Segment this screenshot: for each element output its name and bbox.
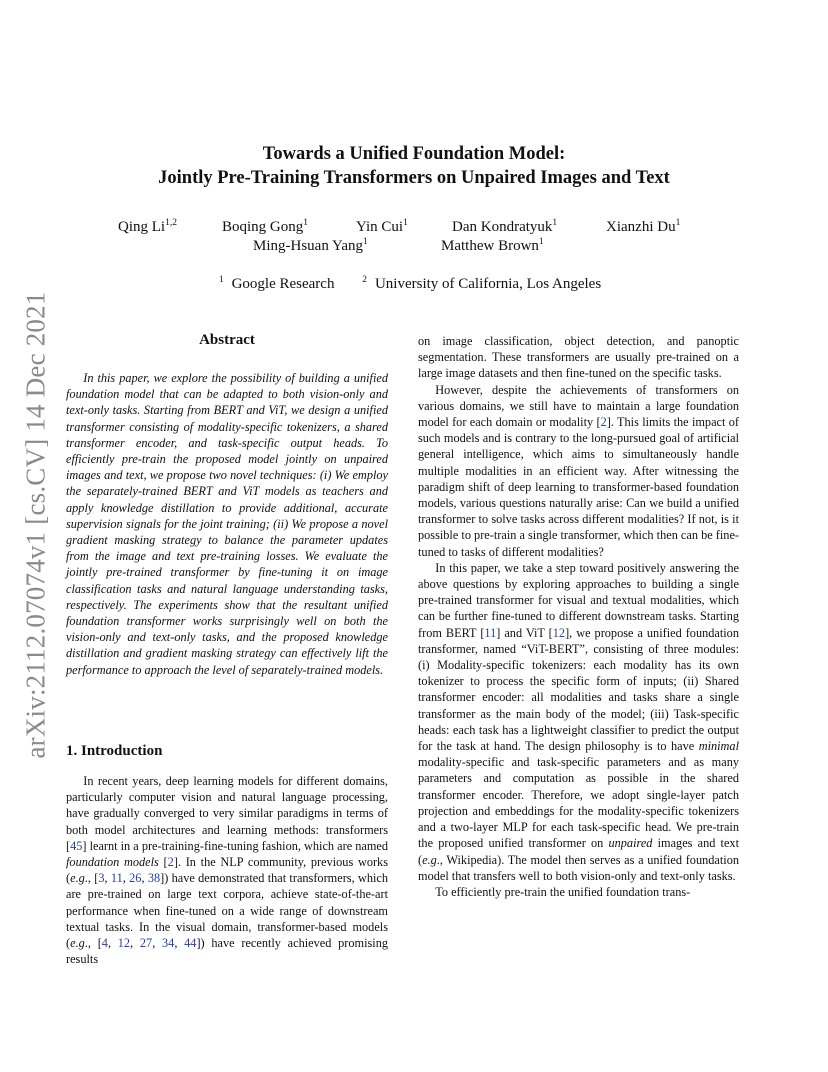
citation-link[interactable]: 44 bbox=[184, 936, 197, 951]
author: Dan Kondratyuk$^1$ bbox=[452, 218, 558, 235]
arxiv-identifier-stamp[interactable] bbox=[12, 290, 60, 760]
abstract-heading: Abstract bbox=[199, 332, 255, 348]
intro-paragraph-2: However, despite the achievements of transformers on various domains, we still have to maintain a large foundation model for each domain or modality [2]. This limits the impact of such models and is contrary to the long-pursued goal of artificial general intelligence, which aims to simultaneously handle multiple modalities in an efficient way. After witnessing the paradigm shift of deep learning to transformer-based foundation models, various questions naturally arise: Can we build a unified transformer to solve tasks across different modalities? If not, is it possible to pre-train a single transformer, which then can be fine-tuned to tasks of different modalities? bbox=[418, 382, 739, 559]
author-list bbox=[100, 218, 728, 256]
citation-link[interactable]: 11 bbox=[110, 871, 123, 886]
affiliation: $^2$ University of California, Los Angeles bbox=[362, 275, 602, 292]
title-line-2: Jointly Pre-Training Transformers on Unpaired Images and Text bbox=[158, 168, 670, 188]
author: Matthew Brown$^1$ bbox=[441, 237, 544, 254]
intro-paragraph-1: In recent years, deep learning models for different domains, particularly computer vision and natural language processing, have gradually converged to very similar paradigms in terms of both model architectures and learning methods: transformers [45] learnt in a pre-training-fine-tuning fashion, which are named foundation models [2]. In the NLP community, previous works (e.g., [3, 11, 26, 38]) have demonstrated that transformers, which are pre-trained on large text corpora, achieve state-of-the-art performance when fine-tuned on a wide range of downstream textual tasks. In the visual domain, transformer-based models (e.g., [4, 12, 27, 34, 44]) have recently achieved promising results bbox=[66, 774, 389, 967]
citation-link[interactable]: 12 bbox=[117, 936, 131, 951]
citation-link[interactable]: 12 bbox=[552, 625, 566, 640]
intro-paragraph-4: To efficiently pre-train the unified foundation trans- bbox=[435, 884, 691, 899]
citation-link[interactable]: 45 bbox=[70, 838, 83, 853]
title-line-1: Towards a Unified Foundation Model: bbox=[262, 144, 566, 164]
citation-link[interactable]: 3 bbox=[98, 871, 105, 886]
intro-paragraph-3: In this paper, we take a step toward positively answering the above questions by exploring approaches to building a single pre-trained transformer for visual and textual modalities, which can be further fine-tuned to different downstream tasks. Starting from BERT [11] and ViT [12], we propose a unified foundation transformer, named “ViT-BERT”, consisting of three modules: (i) Modality-specific tokenizers: each modality has its own tokenizer to process the specific form of inputs; (ii) Shared transformer encoder: all modalities and tasks share a single transformer as the main body of the model; (iii) Task-specific heads: each task has a lightweight classifier to predict the output for the task at hand. The design philosophy is to have minimal modality-specific and task-specific parameters and as many parameters and computation as possible in the shared transformer encoder. Therefore, we adopt single-layer patch projection and embeddings for the modality-specific tokenizers and a two-layer MLP for each task-specific head. We pre-train the proposed unified transformer on unpaired images and text (e.g., Wikipedia). The model then serves as a unified foundation model that transfers well to both vision-only and text-only tasks. bbox=[418, 560, 739, 883]
affiliation: $^1$ Google Research bbox=[218, 275, 335, 292]
citation-link[interactable]: 2 bbox=[600, 415, 607, 430]
section-heading-introduction: 1. Introduction bbox=[66, 743, 163, 759]
citation-link[interactable]: 38 bbox=[147, 871, 161, 886]
author: Yin Cui$^1$ bbox=[356, 218, 408, 235]
arxiv-stamp-text: arXiv:2112.07074v1 [cs.CV] 14 Dec 2021 bbox=[20, 291, 51, 759]
citation-link[interactable]: 34 bbox=[162, 936, 175, 951]
citation-link[interactable]: 26 bbox=[129, 871, 142, 886]
author: Qing Li$^{1,2}$ bbox=[118, 218, 177, 235]
affiliations bbox=[0, 276, 828, 293]
citation-link[interactable]: 11 bbox=[484, 625, 497, 640]
right-column-text bbox=[418, 333, 739, 900]
author: Ming-Hsuan Yang$^1$ bbox=[253, 237, 368, 254]
abstract-text: In this paper, we explore the possibility of building a unified foundation model that can be adapted to both vision-only and text-only tasks. Starting from BERT and ViT, we design a unified transformer consisting of modality-specific tokenizers, a shared transformer encoder, and task-specific output heads. To efficiently pre-train the proposed model jointly on unpaired images and text, we propose two novel techniques: (i) We employ the separately-trained BERT and ViT models as teachers and apply knowledge distillation to provide additional, accurate supervision signals for the joint training; (ii) We propose a novel gradient masking strategy to balance the parameter updates from the image and text pre-training losses. We evaluate the jointly pre-trained transformer by fine-tuning it on image classification tasks and natural language understanding tasks, respectively. The experiments show that the resultant unified foundation transformer works surprisingly well on both the vision-only and text-only tasks, and the proposed knowledge distillation and gradient masking strategy can effectively lift the performance to approach the level of separately-trained models. bbox=[66, 371, 388, 677]
author-row-2 bbox=[100, 237, 728, 256]
citation-link[interactable]: 4 bbox=[101, 936, 108, 951]
author: Boqing Gong$^1$ bbox=[222, 218, 309, 235]
author: Xianzhi Du$^1$ bbox=[606, 218, 681, 235]
citation-link[interactable]: 2 bbox=[167, 855, 174, 870]
author-row-1 bbox=[100, 218, 728, 237]
intro-paragraph-continued: on image classification, object detection, and panoptic segmentation. These transformers are usually pre-trained on a large image datasets and then fine-tuned on the specific tasks. bbox=[418, 334, 739, 381]
paper-title bbox=[0, 142, 828, 190]
citation-link[interactable]: 27 bbox=[139, 936, 153, 951]
